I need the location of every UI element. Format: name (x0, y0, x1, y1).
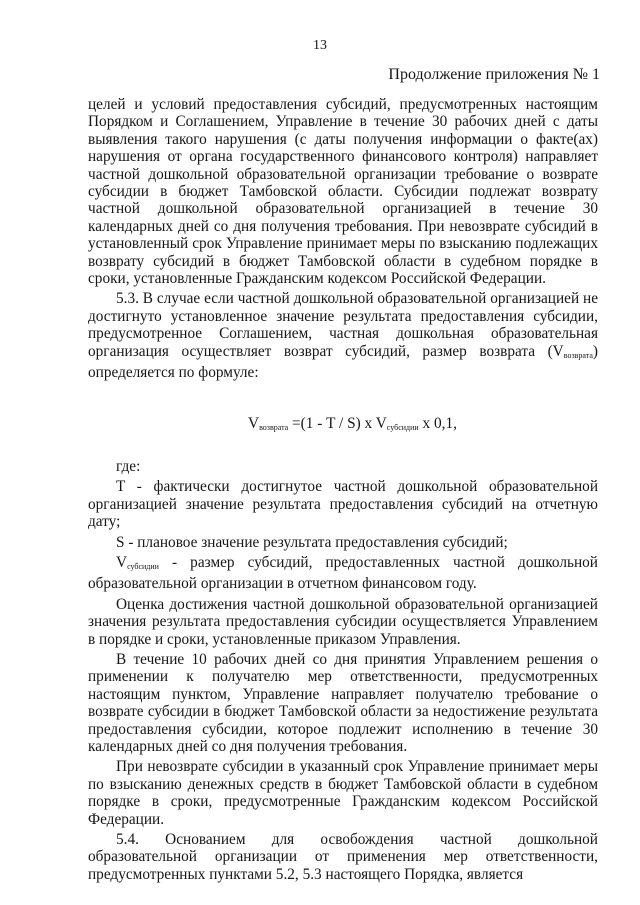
where-label: где: (116, 457, 141, 475)
formula-v: V (248, 414, 260, 432)
paragraph-5-4: 5.4. Основанием для освобождения частной дошкольной образовательной организации от применения мер ответственности, предусмотренных пунктами 5.2, 5.3 настоящего Порядка, является (88, 831, 598, 883)
paragraph-non-return: При невозврате субсидии в указанный срок Управление принимает меры по взысканию денежных средств в бюджет Тамбовской области в судебном порядке в сроки, предусмотренные Гражданским кодексом Российской Федерации. (88, 758, 598, 828)
formula-sub-refund: возврата (259, 422, 289, 432)
paragraph-10-days: В течение 10 рабочих дней со дня принятия Управлением решения о применении к получателю мер ответственности, предусмотренных настоящим пунктом, Управление направляет получателю требование о возврате субсидии в бюджет Тамбовской области за недостижение результата предоставления субсидии, которое подлежит исполнению в течение 30 календарных дней со дня получения требования. (88, 650, 598, 755)
t-definition: T - фактически достигнутое частной дошкольной образовательной организацией значение результата предоставления субсидий на отчетную дату; (88, 478, 598, 531)
refund-formula (88, 415, 598, 436)
refund-subscript: возврата (563, 350, 593, 360)
paragraph-assessment: Оценка достижения частной дошкольной образовательной организацией значения результата предоставления субсидии осуществляется Управлением в порядке и сроки, установленные приказом Управления. (88, 595, 598, 648)
page-number: 13 (313, 38, 327, 53)
v-letter: V (116, 553, 128, 571)
v-definition-text: - размер субсидий, предоставленных частной дошкольной образовательной организации в отчетном финансовом году. (88, 553, 598, 593)
s-definition: S - плановое значение результата предоставления субсидий; (116, 533, 508, 551)
formula-sub-subsidy: субсидии (386, 422, 419, 432)
paragraph-5-3 (88, 290, 598, 381)
paragraph-refund-requirement: целей и условий предоставления субсидий, предусмотренных настоящим Порядком и Соглашением, Управление в течение 30 рабочих дней с даты выявления такого нарушения (с даты получения информации о факте(ах) нарушения от органа государственного финансового контроля) направляет частной дошкольной образовательной организации требование о возврате субсидии в бюджет Тамбовской области. Субсидии подлежат возврату частной дошкольной образовательной организацией в течение 30 календарных дней со дня получения требования. При невозврате субсидий в установленный срок Управление принимает меры по взысканию подлежащих возврату субсидий в бюджет Тамбовской области в судебном порядке в сроки, установленные Гражданским кодексом Российской Федерации. (88, 96, 598, 288)
v-definition (88, 554, 598, 593)
formula-end: x 0,1, (418, 414, 457, 432)
appendix-continuation-header: Продолжение приложения № 1 (388, 66, 600, 83)
paragraph-5-3-text: 5.3. В случае если частной дошкольной образовательной организацией не достигнуто установленное значение результата предоставления субсидии, предусмотренное Соглашением, частная дошкольная образовательная организация осуществляет возврат субсидий, размер возврата (V (88, 290, 598, 360)
v-subscript: субсидии (127, 561, 159, 571)
paragraph-5-3-end: ) определяется по формуле: (88, 342, 598, 382)
formula-middle: =(1 - T / S) x V (288, 414, 387, 432)
document-body (88, 96, 598, 883)
